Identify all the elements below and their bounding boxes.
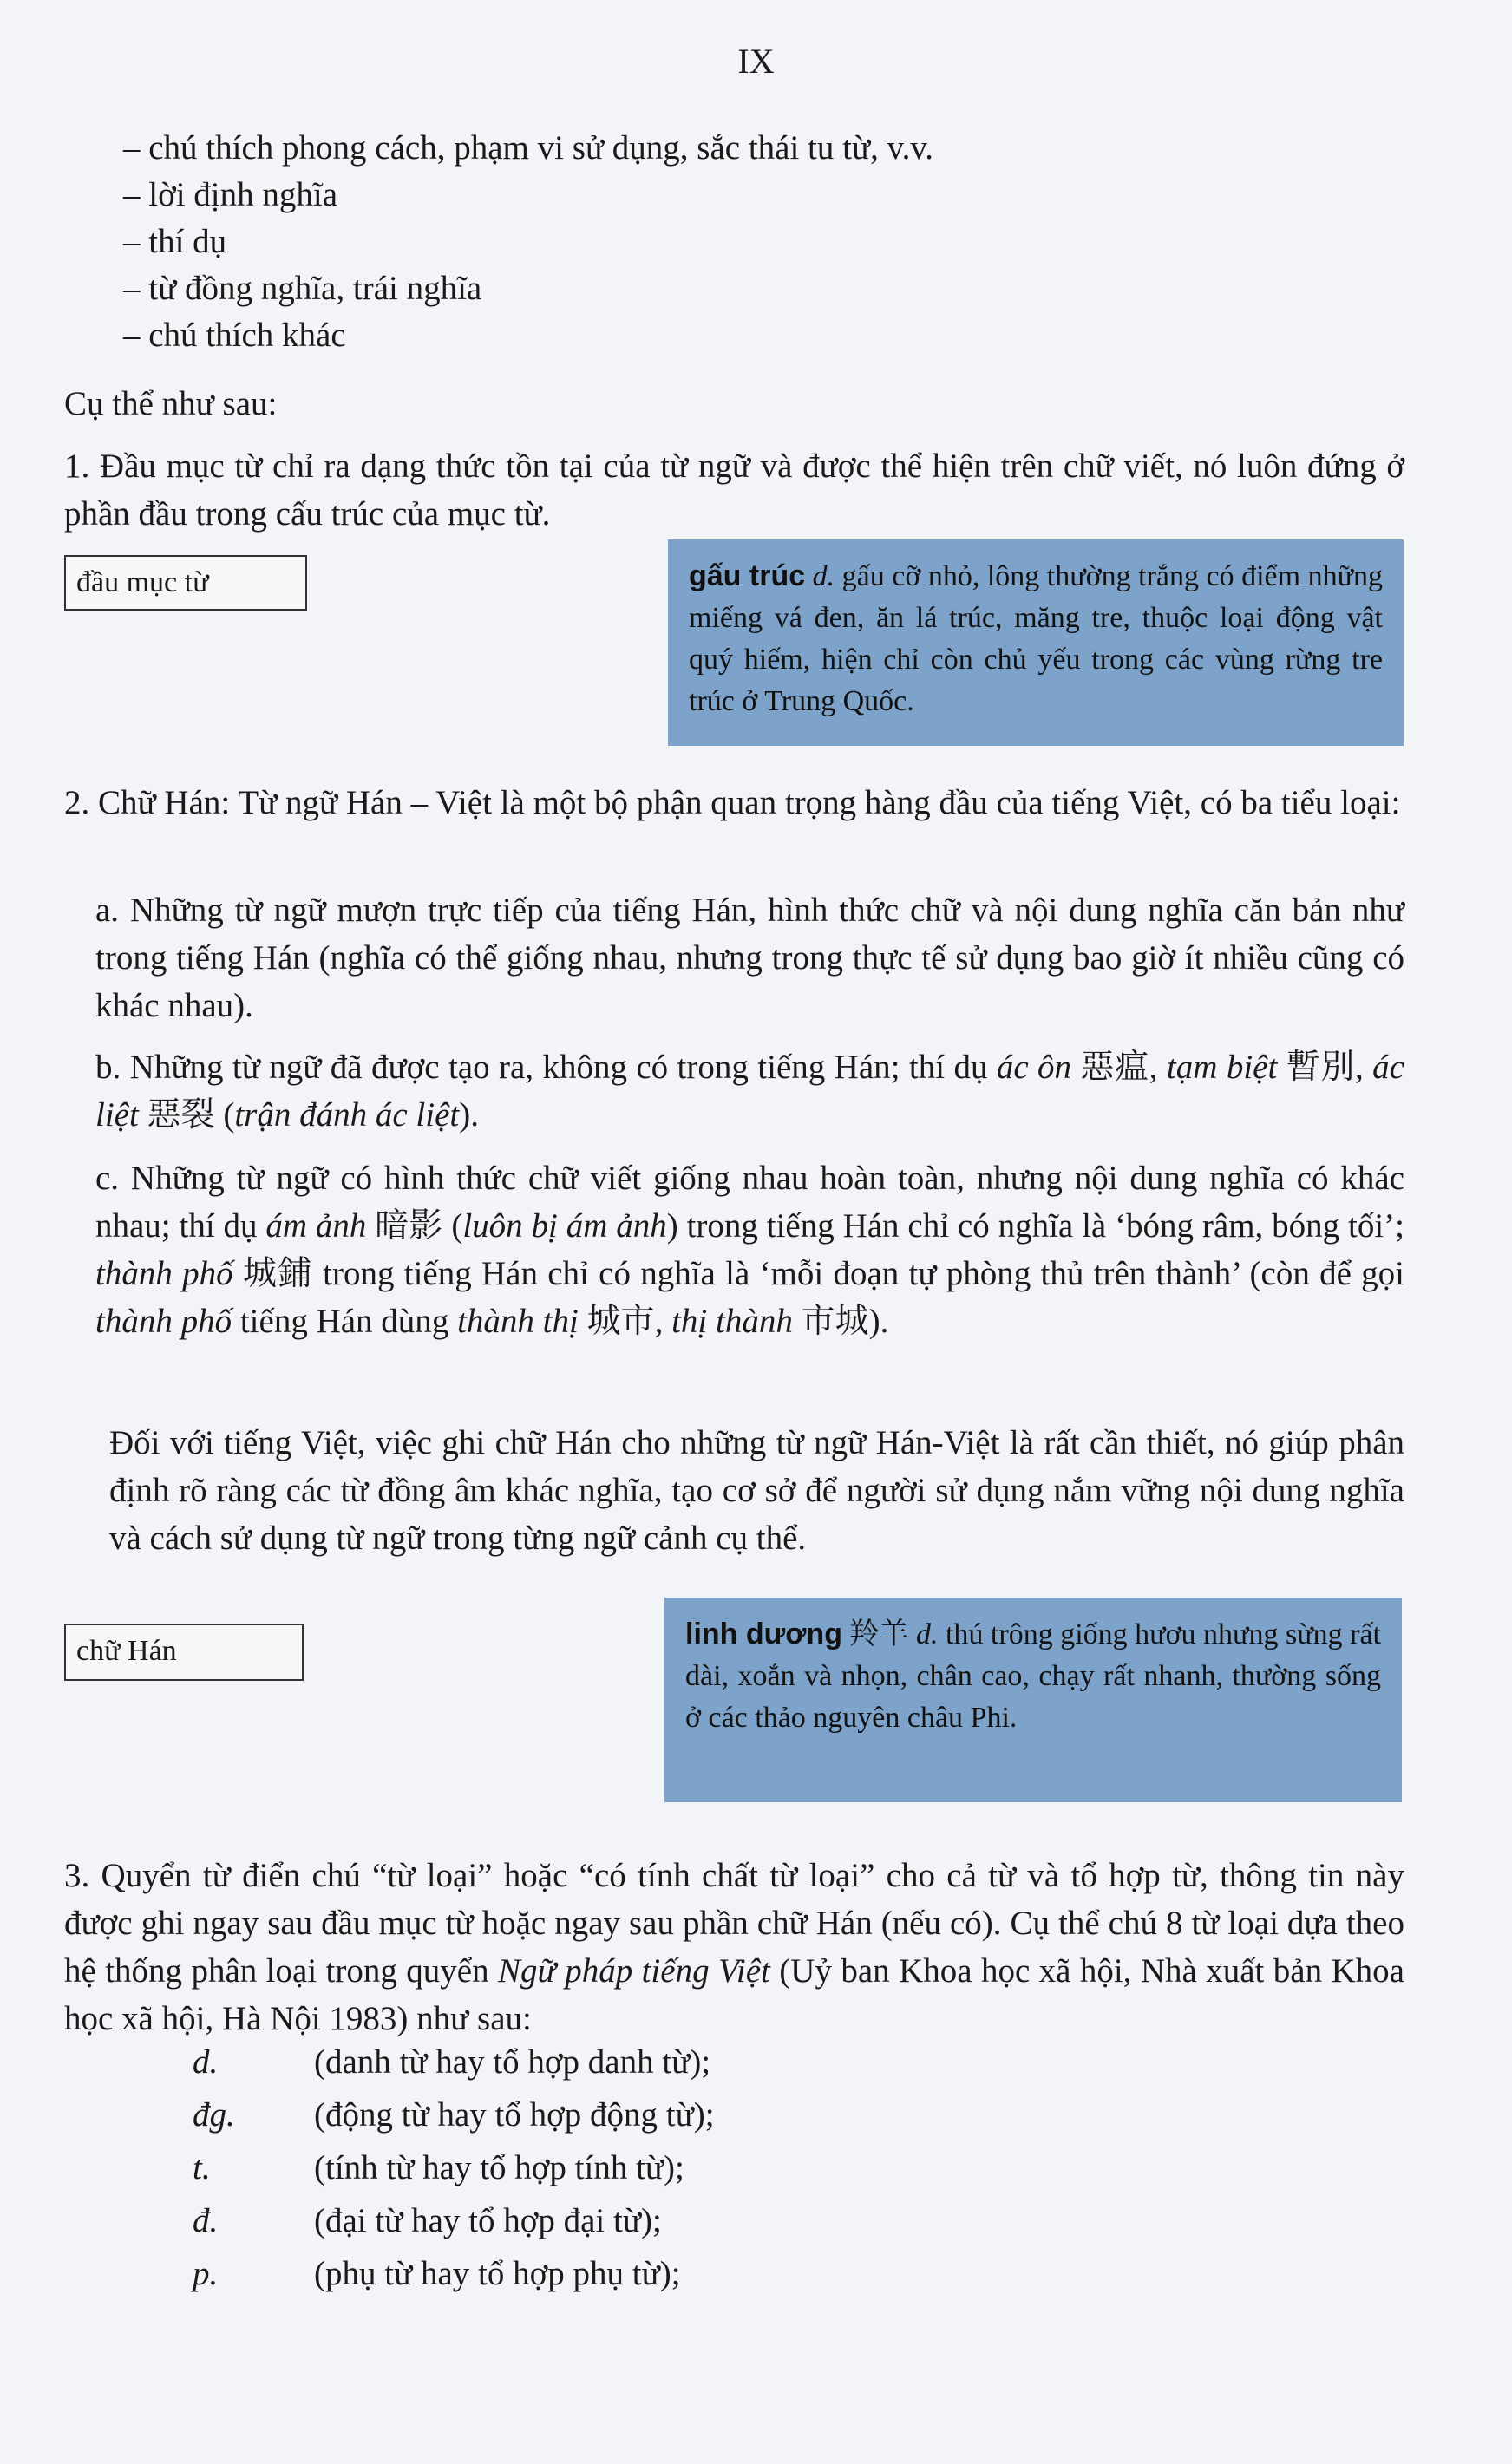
list-item: – thí dụ — [123, 223, 227, 260]
word-class-desc: (tính từ hay tổ hợp tính từ); — [314, 2149, 684, 2186]
section-2-c: c. Những từ ngữ có hình thức chữ viết giống nhau hoàn toàn, nhưng nội dung nghĩa có khác nhau; thí dụ ám ảnh 暗影 (luôn bị ám ảnh) trong tiếng Hán chỉ có nghĩa là ‘bóng râm, bóng tối’; thành phố 城鋪 trong tiếng Hán chỉ có nghĩa là ‘mỗi đoạn tự phòng thủ trên thành’ (còn để gọi thành phố tiếng Hán dùng thành thị 城市, thị thành 市城). — [95, 1160, 1404, 1340]
component-list — [123, 125, 933, 359]
section-2-b: b. Những từ ngữ đã được tạo ra, không có trong tiếng Hán; thí dụ ác ôn 惡瘟, tạm biệt 暫別, ác liệt 惡裂 (trận đánh ác liệt). — [95, 1049, 1404, 1134]
list-item — [0, 2091, 1512, 2139]
list-item — [0, 2197, 1512, 2245]
example-pos: d. — [915, 1618, 939, 1650]
example-pos: d. — [812, 560, 835, 592]
section-1-text: 1. Đầu mục từ chỉ ra dạng thức tồn tại của từ ngữ và được thể hiện trên chữ viết, nó luôn đứng ở phần đầu trong cấu trúc của mục từ. — [64, 448, 1404, 533]
list-item: – chú thích khác — [123, 317, 346, 354]
section-2-note: Đối với tiếng Việt, việc ghi chữ Hán cho những từ ngữ Hán-Việt là rất cần thiết, nó giúp phân định rõ ràng các từ đồng âm khác nghĩa, tạo cơ sở để người sử dụng nắm vững nội dung nghĩa và cách sử dụng từ ngữ trong từng ngữ cảnh cụ thể. — [109, 1424, 1404, 1557]
label-han-characters: chữ Hán — [64, 1624, 304, 1681]
example-box-han — [664, 1598, 1402, 1802]
section-2-a: a. Những từ ngữ mượn trực tiếp của tiếng Hán, hình thức chữ và nội dung nghĩa căn bản như trong tiếng Hán (nghĩa có thể giống nhau, nhưng trong thực tế sử dụng bao giờ ít nhiều cũng có khác nhau). — [95, 892, 1404, 1024]
intro-text: Cụ thể như sau: — [64, 385, 278, 422]
list-item: – từ đồng nghĩa, trái nghĩa — [123, 270, 482, 307]
example-definition: thú trông giống hươu nhưng sừng rất dài, xoắn và nhọn, chân cao, chạy rất nhanh, thường sống ở các thảo nguyên châu Phi. — [685, 1618, 1381, 1734]
word-class-abbr: đg. — [193, 2096, 235, 2134]
word-class-desc: (phụ từ hay tổ hợp phụ từ); — [314, 2255, 681, 2292]
word-class-abbr: t. — [193, 2149, 211, 2186]
example-headword: gấu trúc — [689, 559, 806, 592]
word-class-abbr: p. — [193, 2255, 219, 2292]
label-headword: đầu mục từ — [64, 555, 307, 611]
word-class-list — [0, 2038, 1512, 2298]
example-han: 羚羊 — [849, 1618, 909, 1650]
section-3-text: 3. Quyển từ điển chú “từ loại” hoặc “có tính chất từ loại” cho cả từ và tổ hợp từ, thông tin này được ghi ngay sau đầu mục từ hoặc ngay sau phần chữ Hán (nếu có). Cụ thể chú 8 từ loại dựa theo hệ thống phân loại trong quyển Ngữ pháp tiếng Việt (Uỷ ban Khoa học xã hội, Nhà xuất bản Khoa học xã hội, Hà Nội 1983) như sau: — [64, 1857, 1404, 2037]
word-class-desc: (danh từ hay tổ hợp danh từ); — [314, 2043, 711, 2081]
example-headword: linh dương — [685, 1618, 842, 1650]
word-class-desc: (động từ hay tổ hợp động từ); — [314, 2096, 715, 2134]
example-definition: gấu cỡ nhỏ, lông thường trắng có điểm những miếng vá đen, ăn lá trúc, măng tre, thuộc loại động vật quý hiếm, hiện chỉ còn chủ yếu trong các vùng rừng tre trúc ở Trung Quốc. — [689, 560, 1384, 717]
word-class-abbr: đ. — [193, 2202, 219, 2239]
list-item — [0, 2038, 1512, 2086]
word-class-desc: (đại từ hay tổ hợp đại từ); — [314, 2202, 662, 2239]
section-2-text: 2. Chữ Hán: Từ ngữ Hán – Việt là một bộ phận quan trọng hàng đầu của tiếng Việt, có ba tiểu loại: — [64, 784, 1401, 821]
page-number: IX — [737, 42, 775, 81]
example-box-headword — [668, 539, 1404, 746]
list-item — [0, 2250, 1512, 2297]
word-class-abbr: d. — [193, 2043, 219, 2081]
list-item: – chú thích phong cách, phạm vi sử dụng, sắc thái tu từ, v.v. — [123, 129, 934, 167]
list-item: – lời định nghĩa — [123, 176, 338, 213]
list-item — [0, 2144, 1512, 2192]
